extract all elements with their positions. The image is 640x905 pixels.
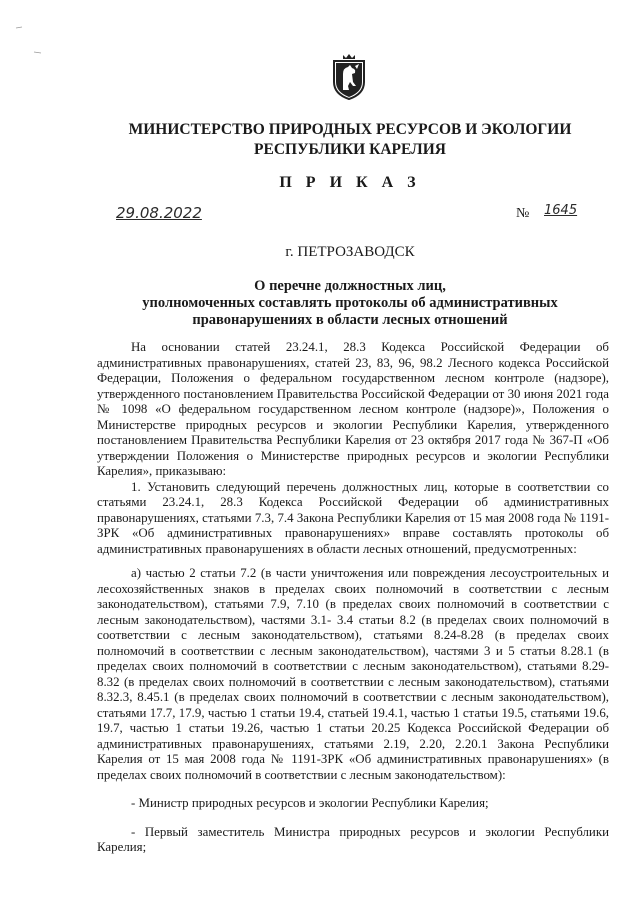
ministry-title-line1: МИНИСТЕРСТВО ПРИРОДНЫХ РЕСУРСОВ И ЭКОЛОГИИ [128, 121, 572, 138]
order-subject [60, 278, 640, 329]
karelia-coat-of-arms-icon [331, 52, 367, 100]
item-1-paragraph: 1. Установить следующий перечень должностных лиц, которые в соответствии со статьями 23.24.1, 28.3 Кодекса Российской Федерации об административных правонарушениях, статьями 7.3, 7.4 Закона Республики Карелия от 15 мая 2008 года № 1191-ЗРК «Об административных правонарушениях» вправе составлять протоколы об административных правонарушениях в области лесных отношений, предусмотренных: [97, 479, 609, 556]
subject-line2: уполномоченных составлять протоколы об административных [142, 295, 558, 311]
preamble-paragraph: На основании статей 23.24.1, 28.3 Кодекса Российской Федерации об административных правонарушениях, статей 23, 83, 96, 98.2 Лесного кодекса Российской Федерации, Положения о федеральном государственном лесном контроле (надзоре), утвержденного постановлением Правительства Российской Федерации от 30 июня 2021 года № 1098 «О федеральном государственном лесном контроле (надзоре)», Положения о Министерстве природных ресурсов и экологии Республики Карелия, утвержденного постановлением Правительства Республики Карелия от 23 октября 2017 года № 367-П «Об утверждении Положения о Министерстве природных ресурсов и экологии Республики Карелия», приказываю: [97, 340, 609, 478]
order-date: 29.08.2022 [116, 204, 202, 222]
city: г. ПЕТРОЗАВОДСК [285, 244, 415, 260]
order-body [97, 340, 609, 856]
official-list-item: - Первый заместитель Министра природных ресурсов и экологии Республики Карелия; [97, 824, 609, 854]
subject-line1: О перечне должностных лиц, [254, 278, 446, 294]
order-number-label: № [516, 206, 530, 221]
item-a-paragraph: а) частью 2 статьи 7.2 (в части уничтожения или повреждения лесоустроительных и лесохозяйственных знаков в пределах своих полномочий в соответствии с лесным законодательством), статьями 7.9, 7.10 (в пределах своих полномочий в соответствии с лесным законодательством), частями 3.1- 3.4 статьи 8.2 (в пределах своих полномочий в соответствии с лесным законодательством), статьями 8.24-8.28 (в пределах своих полномочий в соответствии с лесным законодательством), частями 3 и 5 статьи 8.28.1 (в пределах своих полномочий в соответствии с лесным законодательством), статьями 8.29-8.32 (в пределах своих полномочий в соответствии с лесным законодательством), статьями 8.32.3, 8.45.1 (в пределах своих полномочий в соответствии с лесным законодательством), статьями 17.7, 17.9, частью 1 статьи 19.4, статьей 19.4.1, частью 1 статьи 19.5, статьями 19.6, 19.7, частью 1 статьи 19.26, частью 1 статьи 20.25 Кодекса Российской Федерации об административных правонарушениях, статьями 2.19, 2.20, 2.20.1 Закона Республики Карелия от 15 мая 2008 года № 1191-ЗРК «Об административных правонарушениях» (в пределах своих полномочий в соответствии с лесным законодательством): [97, 566, 609, 782]
official-list-item: - Министр природных ресурсов и экологии Республики Карелия; [131, 796, 489, 810]
order-number: 1645 [544, 203, 578, 218]
ministry-title [60, 120, 640, 160]
scan-marks [14, 22, 44, 62]
document-type: П Р И К А З [279, 174, 421, 191]
subject-line3: правонарушениях в области лесных отношений [192, 312, 508, 328]
ministry-title-line2: РЕСПУБЛИКИ КАРЕЛИЯ [254, 141, 446, 158]
